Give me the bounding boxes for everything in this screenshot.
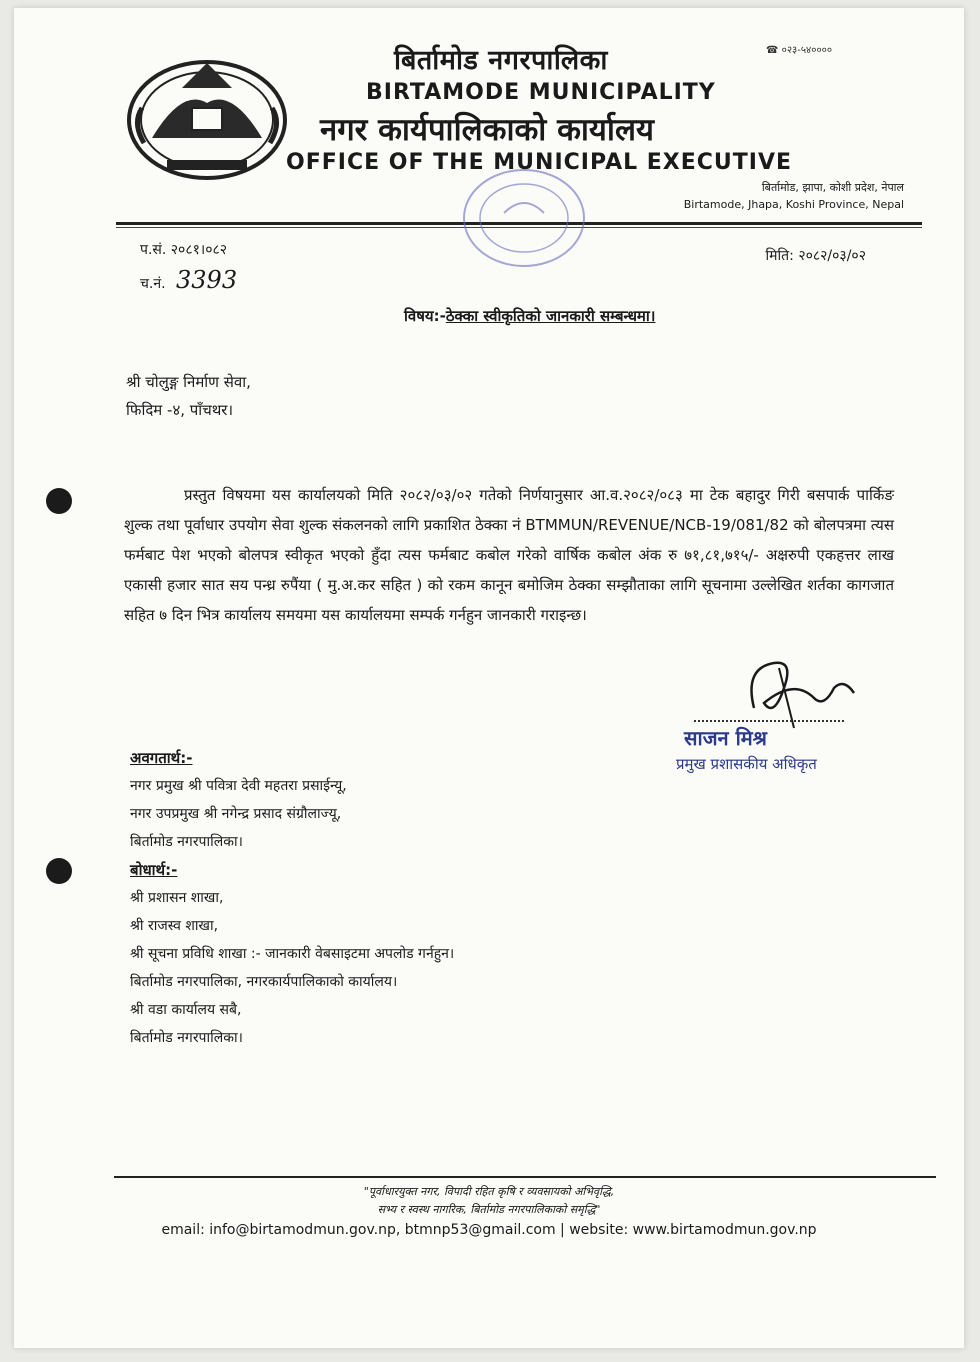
- info-line: श्री राजस्व शाखा,: [130, 918, 219, 934]
- info-line: श्री वडा कार्यालय सबै,: [130, 1002, 242, 1018]
- info-line: बिर्तामोड नगरपालिका।: [130, 1030, 243, 1046]
- footer-rule: [114, 1176, 936, 1178]
- info-line: बिर्तामोड नगरपालिका, नगरकार्यपालिकाको कार्यालय।: [130, 974, 398, 990]
- address-en: Birtamode, Jhapa, Koshi Province, Nepal: [683, 198, 904, 211]
- info-heading: बोधार्थ:-: [130, 861, 178, 879]
- reference-value: २०८१।०८२: [170, 242, 228, 258]
- address-np: बिर्तामोड, झापा, कोशी प्रदेश, नेपाल: [761, 181, 904, 194]
- footer-slogan: "पूर्वाधारयुक्त नगर, विपादी रहित कृषि र व्यवसायको अभिवृद्धि,: [363, 1185, 615, 1198]
- office-name-en: OFFICE OF THE MUNICIPAL EXECUTIVE: [286, 150, 793, 175]
- dispatch-label: च.नं.: [140, 276, 166, 292]
- footer-slogan: सभ्य र स्वस्थ नागरिक, बिर्तामोड नगरपालिकाको समृद्धि": [377, 1203, 601, 1216]
- punch-hole: [46, 858, 72, 884]
- letter-page: [14, 8, 964, 1348]
- recipient-address: फिदिम -४, पाँचथर।: [126, 401, 234, 419]
- signatory-title: प्रमुख प्रशासकीय अधिकृत: [676, 755, 817, 773]
- nepal-emblem-logo: [122, 48, 292, 183]
- subject-value: ठेक्का स्वीकृतिको जानकारी सम्बन्धमा।: [445, 307, 656, 325]
- municipality-name-en: BIRTAMODE MUNICIPALITY: [366, 80, 716, 105]
- subject-line: [404, 306, 655, 326]
- reference-number: [140, 240, 227, 259]
- cc-line: नगर प्रमुख श्री पवित्रा देवी महतरा प्रसाईन्यू,: [130, 778, 347, 794]
- recipient-name: श्री चोलुङ्ग निर्माण सेवा,: [126, 373, 251, 391]
- phone-number: ☎ ०२३-५४००००: [766, 45, 833, 56]
- dispatch-number: [140, 266, 237, 294]
- dispatch-value: 3393: [176, 266, 238, 294]
- punch-hole: [46, 488, 72, 514]
- info-line: श्री प्रशासन शाखा,: [130, 890, 224, 906]
- cc-line: नगर उपप्रमुख श्री नगेन्द्र प्रसाद संग्रौलाज्यू,: [130, 806, 342, 822]
- cc-heading: अवगतार्थ:-: [130, 749, 193, 767]
- office-name-np: नगर कार्यपालिकाको कार्यालय: [320, 112, 654, 148]
- signatory-name: साजन मिश्र: [684, 726, 767, 750]
- date-value: २०८२/०३/०२: [798, 248, 866, 264]
- subject-label: विषय:-: [404, 307, 446, 325]
- municipality-name-np: बिर्तामोड नगरपालिका: [394, 45, 608, 76]
- info-line: श्री सूचना प्रविधि शाखा :- जानकारी वेबसाइटमा अपलोड गर्नहुन।: [130, 946, 455, 962]
- letter-date: [766, 246, 866, 265]
- letter-body: प्रस्तुत विषयमा यस कार्यालयको मिति २०८२/०३/०२ गतेको निर्णयानुसार आ.व.२०८२/०८३ मा टेक बहादुर गिरी बसपार्क पार्किङ शुल्क तथा पूर्वाधार उपयोग सेवा शुल्क संकलनको लागि प्रकाशित ठेक्का नं BTMMUN/REVENUE/NCB-19/081/82 को बोलपत्रमा त्यस फर्मबाट पेश भएको बोलपत्र स्वीकृत भएको हुँदा त्यस फर्मबाट कबोल गरेको वार्षिक कबोल अंक रु ७१,८१,७१५/- अक्षरुपी एकहत्तर लाख एकासी हजार सात सय पन्ध्र रुपैंया ( मु.अ.कर सहित ) को रकम कानून बमोजिम ठेक्का सम्झौताका लागि सूचनामा उल्लेखित शर्तका कागजात सहित ७ दिन भित्र कार्यालय समयमा यस कार्यालयमा सम्पर्क गर्नहुन जानकारी गराइन्छ।: [124, 486, 894, 624]
- office-stamp: [454, 158, 594, 278]
- cc-line: बिर्तामोड नगरपालिका।: [130, 834, 243, 850]
- footer-contact: email: info@birtamodmun.gov.np, btmnp53@gmail.com | website: www.birtamodmun.gov.np: [161, 1222, 817, 1238]
- reference-label: प.सं.: [140, 242, 167, 258]
- date-label: मिति:: [765, 248, 794, 264]
- signature-line: [694, 720, 844, 722]
